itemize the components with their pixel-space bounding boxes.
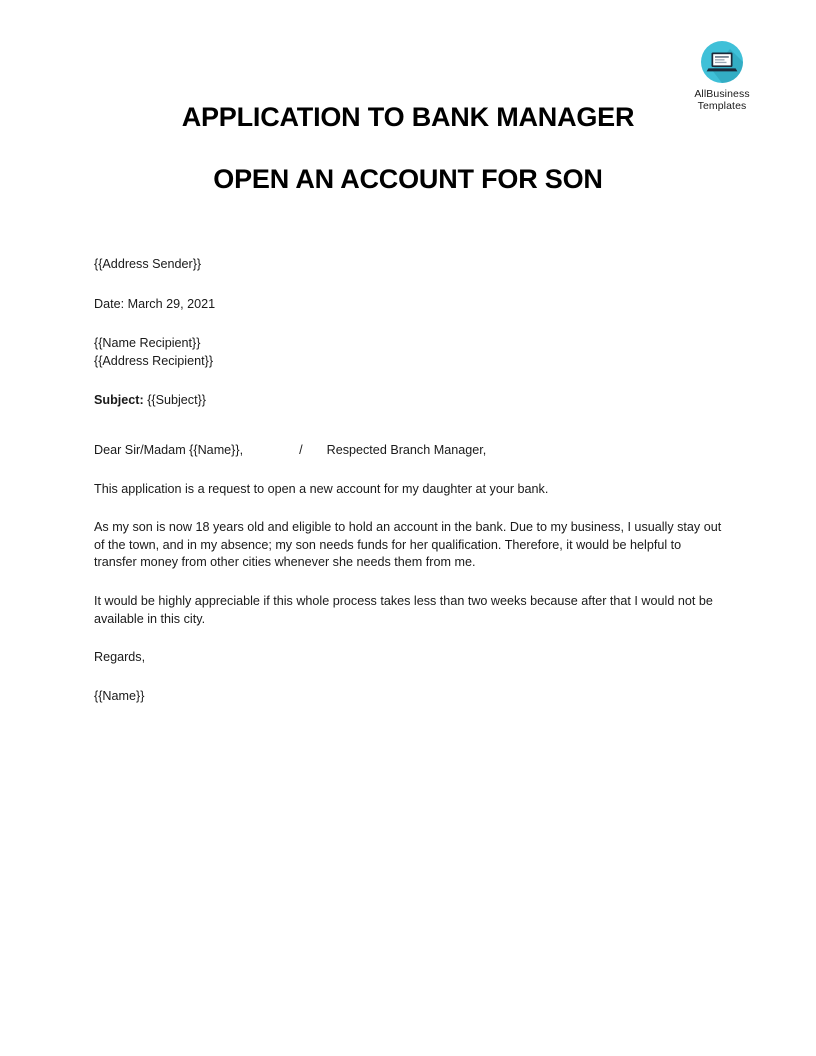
subject-value: {{Subject}} [147,393,207,408]
body-paragraph-1: This application is a request to open a new account for my daughter at your bank. [94,481,549,496]
sender-address: {{Address Sender}} [94,257,202,271]
salutation-right: Respected Branch Manager, [326,442,487,457]
closing-line: Regards, [94,650,146,665]
recipient-address: {{Address Recipient}} [94,353,214,368]
document-title-line1: APPLICATION TO BANK MANAGER [181,102,635,132]
document-title-line2: OPEN AN ACCOUNT FOR SON [213,164,603,194]
subject-line [94,392,722,410]
letter-body [94,256,722,705]
brand-name-line1: AllBusiness [694,88,750,100]
sender-address-block [94,256,722,274]
salutation-separator: / [299,442,303,457]
brand-name-line2: Templates [697,100,747,112]
recipient-name: {{Name Recipient}} [94,336,201,351]
body-paragraph-3: It would be highly appreciable if this whole process takes less than two weeks because after that I would not be available in this city. [94,593,713,626]
salutation-line [94,442,722,460]
signature-line: {{Name}} [94,688,145,703]
recipient-block [94,335,722,370]
date-block [94,296,722,314]
salutation-left: Dear Sir/Madam {{Name}}, [94,442,244,457]
laptop-in-circle-icon [700,40,744,84]
body-paragraph-2: As my son is now 18 years old and eligible to hold an account in the bank. Due to my business, I usually stay out of the town, and in my absence; my son needs funds for her qualification. Therefore, it would be helpful to transfer money from other cities whenever she needs them from me. [94,520,722,570]
subject-label: Subject: [94,393,144,408]
letter-date: Date: March 29, 2021 [94,296,216,311]
subject-block [94,392,722,410]
